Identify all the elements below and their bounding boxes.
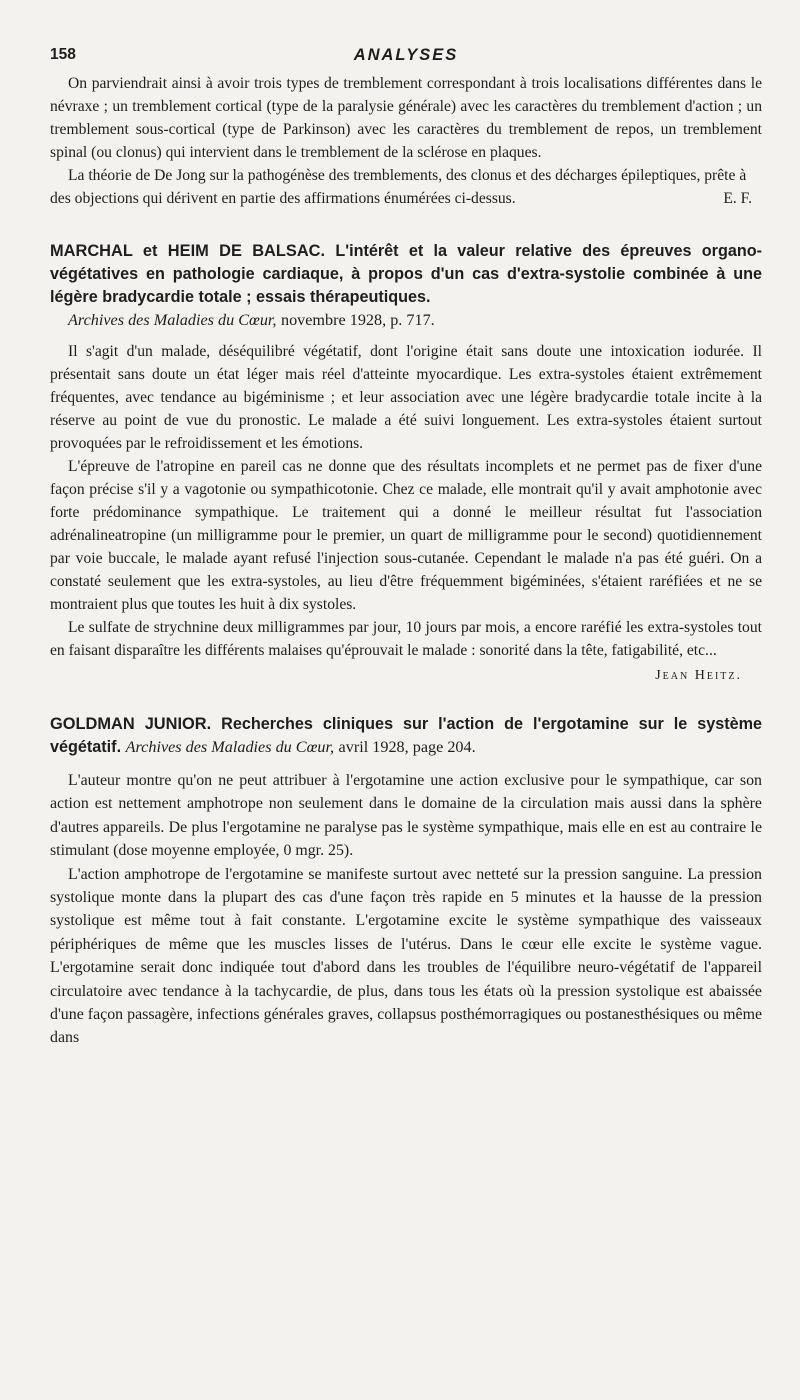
review-heading [50, 713, 762, 759]
review-reference: novembre 1928, p. 717. [280, 311, 435, 329]
review-journal: Archives des Maladies du Cœur, [68, 311, 277, 329]
review-journal: Archives des Maladies du Cœur, [125, 738, 335, 756]
review-paragraph: Il s'agit d'un malade, déséquilibré végétatif, dont l'origine était sans doute une intoxication iodurée. Il présentait sans doute un état léger mais réel d'atteinte myocardique. Les extra-systoles étaient extrêmement fréquentes, avec tendance au bigéminisme ; et leur association avec une légère bradycardie totale incite à la réserve au point de vue du pronostic. Le malade a été suivi longuement. Les extra-systoles étaient surtout provoquées par le refroidissement et les émotions. [50, 343, 762, 452]
page-header [50, 46, 762, 72]
intro-paragraph: On parviendrait ainsi à avoir trois types de tremblement correspondant à trois localisations différentes dans le névraxe ; un tremblement cortical (type de la paralysie générale) avec les caractères du tremblement d'action ; un tremblement sous-cortical (type de Parkinson) avec les caractères du tremblement de repos, un tremblement spinal (ou clonus) qui intervient dans le tremblement de la sclérose en plaques. [50, 75, 762, 161]
review-authors: MARCHAL et HEIM DE BALSAC. [50, 242, 326, 260]
review-heading [50, 240, 762, 332]
review-title: Recherches cliniques sur l'action de l'ergotamine sur le système végétatif. [50, 715, 762, 756]
review-paragraph: L'auteur montre qu'on ne peut attribuer à l'ergotamine une action exclusive pour le sympathique, car son action est nettement amphotrope non seulement dans le domaine de la circulation mais aussi dans la sphère d'autres appareils. De plus l'ergotamine ne paralyse pas le système sympathique, mais elle en est au contraire le stimulant (dose moyenne employée, 0 mgr. 25). [50, 772, 762, 860]
review-body [50, 340, 762, 662]
intro-paragraph: La théorie de De Jong sur la pathogénèse des tremblements, des clonus et des décharges épileptiques, prête à des objections qui dérivent en partie des affirmations énumérées ci-dessus. [50, 167, 747, 207]
review-paragraph: Le sulfate de strychnine deux milligrammes par jour, 10 jours par mois, a encore raréfié les extra-systoles tout en faisant disparaître les différents malaises qu'éprouvait le malade : sonorité dans la tête, fatigabilité, etc... [50, 619, 762, 659]
review-body [50, 769, 762, 1050]
review-paragraph: L'épreuve de l'atropine en pareil cas ne donne que des résultats incomplets et ne permet pas de fixer d'une façon précise s'il y a vagotonie ou sympathicotonie. Chez ce malade, elle montrait qu'il y avait amphotonie avec forte prédominance sympathique. Le traitement qui a donné le meilleur résultat fut l'association adrénalineatropine (un milligramme pour le premier, un quart de milligramme pour le second) quotidiennement par voie buccale, le malade ayant refusé l'injection sous-cutanée. Cependant le malade n'a pas été guéri. On a constaté seulement que les extra-systoles, au lieu d'être fréquemment bigéminées, s'étaient raréfiées et ne se montraient plus que toutes les huit à dix systoles. [50, 458, 762, 613]
review-authors: GOLDMAN JUNIOR. [50, 715, 212, 733]
review-signature: Jean Heitz. [655, 668, 742, 683]
intro-signature: E. F. [723, 190, 752, 207]
review-goldman [50, 713, 762, 1050]
review-reference: avril 1928, page 204. [338, 738, 476, 756]
review-paragraph: L'action amphotrope de l'ergotamine se manifeste surtout avec netteté sur la pression sanguine. La pression systolique monte dans la plupart des cas d'une façon très rapide en 5 minutes et la hausse de la pression systolique est même tout à fait constante. L'ergotamine excite le système sympathique des vaisseaux périphériques de même que les muscles lisses de l'utérus. Dans le cœur elle excite le système vague. L'ergotamine serait donc indiquée tout d'abord dans les troubles de l'équilibre neuro-végétatif de l'appareil circulatoire avec tendance à la tachycardie, de plus, dans tous les états où la pression systolique est abaissée d'une façon passagère, infections générales graves, collapsus posthémorragiques ou postanesthésiques ou même dans [50, 865, 762, 1047]
journal-page [50, 46, 762, 1050]
running-title: ANALYSES [353, 46, 459, 64]
intro-section [50, 72, 762, 210]
page-number: 158 [50, 46, 76, 63]
review-title: L'intérêt et la valeur relative des épreuves organo-végétatives en pathologie cardiaque, à propos d'un cas d'extra-systolie combinée à une légère bradycardie totale ; essais thérapeutiques. [50, 242, 763, 306]
review-marchal [50, 240, 762, 687]
